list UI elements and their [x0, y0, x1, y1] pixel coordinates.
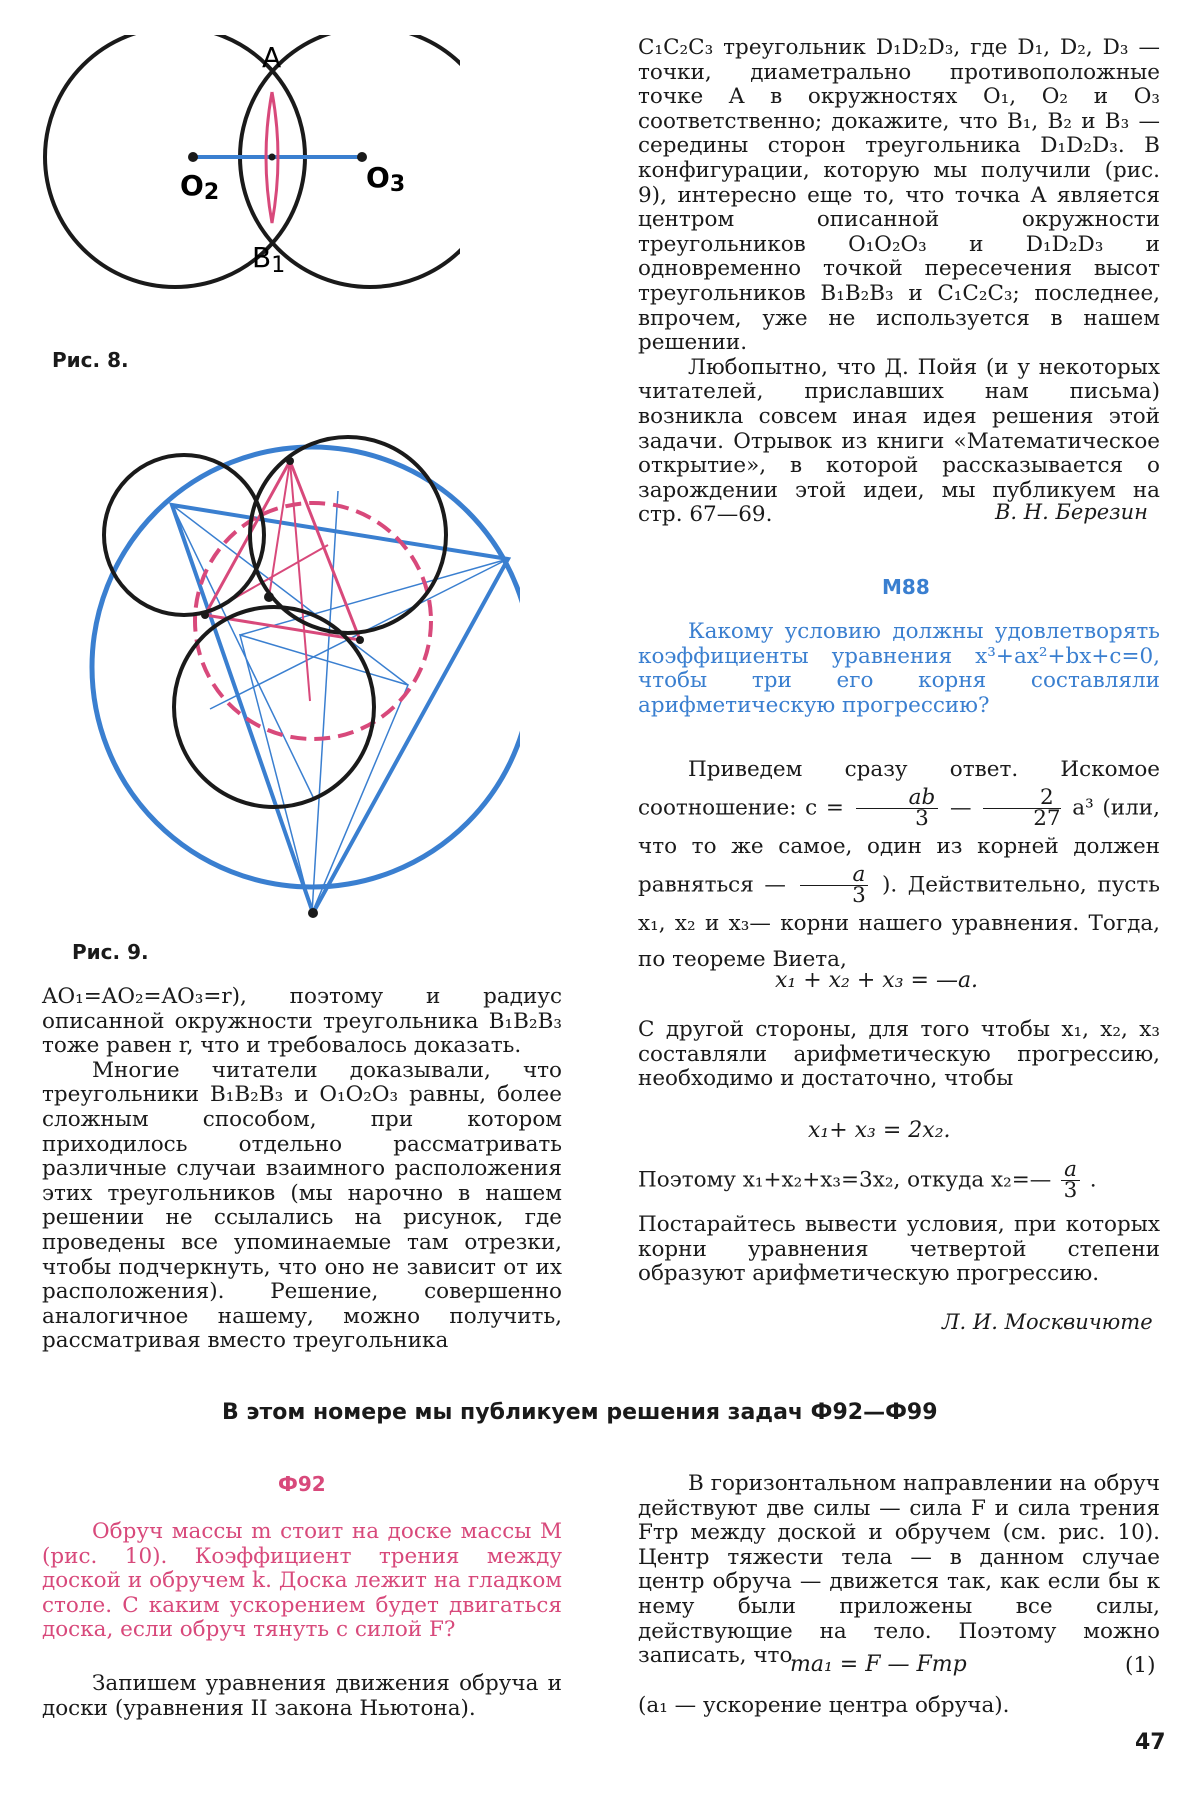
f92-after: (a₁ — ускорение центра обруча).	[638, 1693, 1010, 1718]
f92-equation-number: (1)	[1125, 1653, 1156, 1678]
m88-problem: Какому условию должны удовлетворять коэффициенты уравнения x³+ax²+bx+c=0, чтобы три его корня составляли арифметическую прогрессию?	[638, 619, 1160, 718]
outer-triangle	[172, 505, 508, 913]
figure-9	[70, 385, 520, 935]
fraction-ab-3: $\frac{ab}{3}$	[856, 788, 939, 829]
page-number: 47	[1135, 1730, 1166, 1755]
point-o2	[188, 152, 198, 162]
fraction-2-27: $\frac{2}{27}$	[983, 788, 1060, 829]
median-2	[240, 559, 508, 635]
m88-paragraph-2: С другой стороны, для того чтобы x₁, x₂, x₃ составляли арифметическую прогрессию, необходимо и достаточно, чтобы	[638, 1017, 1160, 1092]
f92-problem: Обруч массы m стоит на доске массы M (рис. 10). Коэффициент трения между доской и обручем k. Доска лежит на гладком столе. С каким ускорением будет двигаться доска, если обруч тянуть с силой F?	[42, 1519, 562, 1643]
point-center-9	[264, 592, 274, 602]
right-column-top	[638, 36, 1160, 528]
equation-progression: x₁+ x₃ = 2x₂.	[808, 1118, 951, 1143]
f92-heading: Ф92	[278, 1472, 326, 1496]
left-paragraph-1: AO₁=AO₂=AO₃=r), поэтому и радиус описанной окружности треугольника B₁B₂B₃ тоже равен r, что и требовалось доказать.	[42, 984, 562, 1059]
label-a: A	[262, 41, 282, 74]
f92-equation: ma₁ = F — Fтр	[790, 1652, 967, 1677]
point-left	[201, 611, 209, 619]
signature-moskvichyute: Л. И. Москвичюте	[942, 1310, 1153, 1334]
m88-answer: Приведем сразу ответ. Искомое соотношение: c = $\frac{ab}{3}$ — $\frac{2}{27}$ a³ (или, что то же самое, один из корней должен равняться — $\frac{a}{3}$ ). Действительно, пусть x₁, x₂ и x₃— корни нашего уравнения. Тогда, по теореме Виета,	[638, 757, 1160, 972]
right-paragraph-2: Любопытно, что Д. Пойя (и у некоторых читателей, приславших нам письма) возникла совсем иная идея решения этой задачи. Отрывок из книги «Математическое открытие», в которой рассказывается о зарождении этой идеи, мы публикуем на стр. 67—69.	[638, 354, 1160, 528]
fraction-a-3: $\frac{a}{3}$	[800, 865, 869, 906]
figure-8-caption: Рис. 8.	[52, 348, 129, 372]
black-circle-bottom	[174, 607, 374, 807]
label-o2: O2	[180, 169, 220, 205]
figure-8	[30, 35, 460, 325]
m88-paragraph-4: Постарайтесь вывести условия, при которых корни уравнения четвертой степени образуют арифметическую прогрессию.	[638, 1212, 1160, 1287]
point-right	[356, 636, 364, 644]
outer-circle	[92, 447, 520, 887]
label-o3: O3	[366, 161, 406, 197]
banner-heading: В этом номере мы публикуем решения задач Ф92—Ф99	[222, 1400, 938, 1425]
pink-triangle	[205, 461, 360, 640]
m88-solution	[638, 752, 1160, 978]
left-paragraph-2: Многие читатели доказывали, что треугольники B₁B₂B₃ и O₁O₂O₃ равны, более сложным способом, при котором приходилось отдельно рассматривать различные случаи взаимного расположения этих треугольников (мы нарочно в нашем решении не ссылались на рисунок, где проведены все упоминаемые там отрезки, чтобы подчеркнуть, что оно не зависит от их расположения). Решение, совершенно аналогичное нашему, можно получить, рассматривая вместо треугольника	[42, 1057, 562, 1354]
point-center	[269, 154, 276, 161]
m88-paragraph-3: Поэтому x₁+x₂+x₃=3x₂, откуда x₂=— $\frac{a}{3}$ .	[638, 1157, 1097, 1203]
figure-9-caption: Рис. 9.	[72, 940, 149, 964]
signature-berezin: В. Н. Березин	[995, 500, 1148, 524]
fraction-a-3-second: $\frac{a}{3}$	[1061, 1160, 1080, 1201]
median-1	[172, 505, 408, 685]
m88-heading: М88	[882, 575, 930, 599]
point-bottom	[308, 908, 318, 918]
right-paragraph-1: C₁C₂C₃ треугольник D₁D₂D₃, где D₁, D₂, D₃ — точки, диаметрально противоположные точке A в окружностях O₁, O₂ и O₃ соответственно; докажите, что B₁, B₂ и B₃ — середины сторон треугольника D₁D₂D₃. В конфигурации, которую мы получили (рис. 9), интересно еще то, что точка A является центром описанной окружности треугольников O₁O₂O₃ и D₁D₂D₃ и одновременно точкой пересечения высот треугольников B₁B₂B₃ и C₁C₂C₃; последнее, впрочем, уже не используется в нашем решении.	[638, 35, 1160, 356]
equation-vieta: x₁ + x₂ + x₃ = —a.	[775, 968, 979, 993]
f92-right-paragraph: В горизонтальном направлении на обруч действуют две силы — сила F и сила трения Fтр между доской и обручем (см. рис. 10). Центр тяжести тела — в данном случае центр обруча — движется так, как если бы к нему были приложены все силы, действующие на тело. Поэтому можно записать, что	[638, 1471, 1160, 1669]
left-column	[42, 985, 562, 1354]
label-b1: B1	[252, 241, 286, 278]
f92-left-paragraph: Запишем уравнения движения обруча и доски (уравнения II закона Ньютона).	[42, 1671, 562, 1721]
pink-line-2	[290, 461, 310, 701]
point-top	[286, 457, 294, 465]
